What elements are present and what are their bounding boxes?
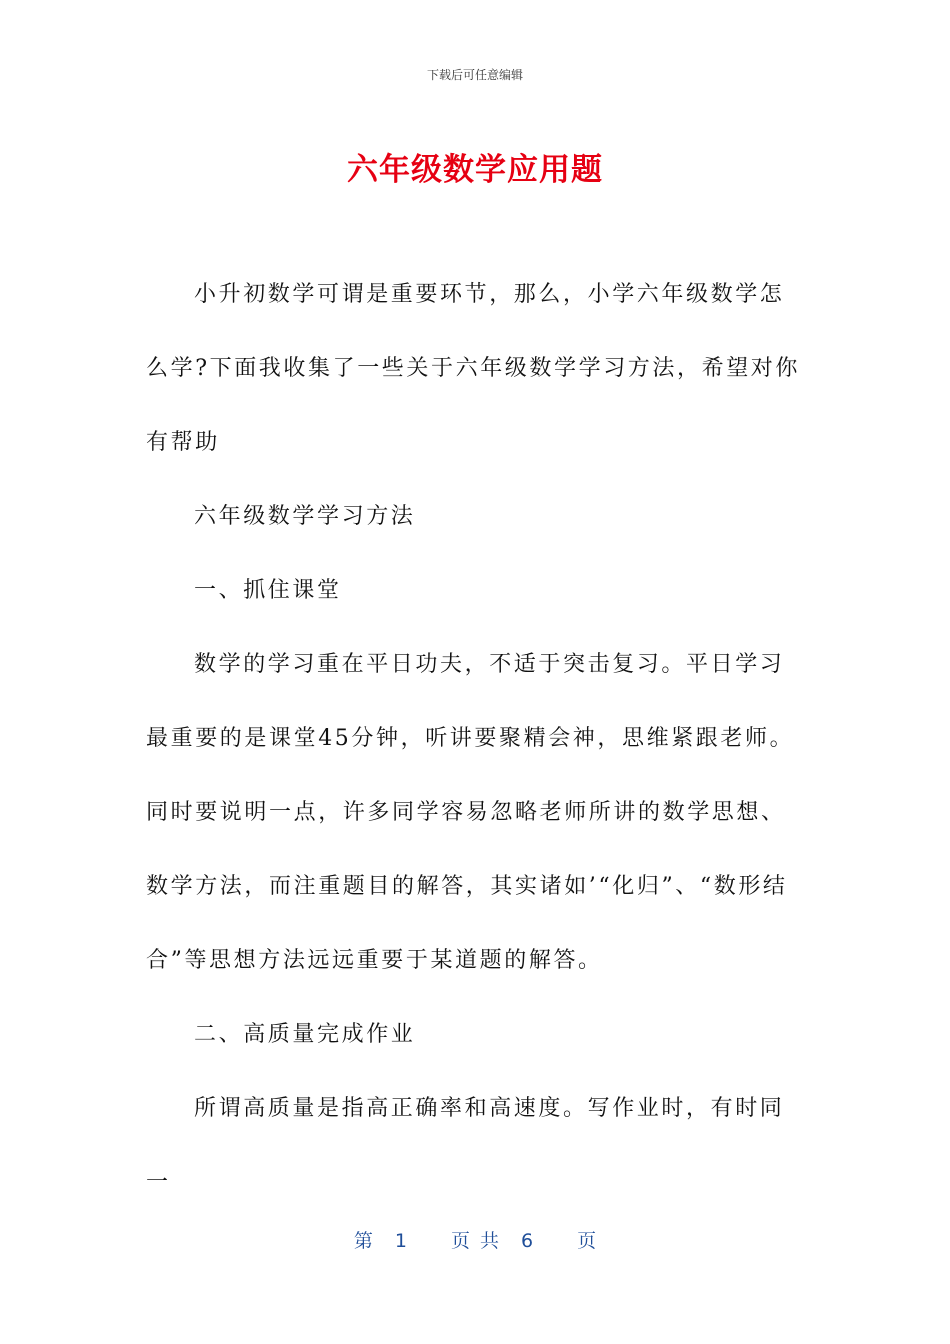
paragraph-heading-section-1: 一、抓住课堂	[194, 578, 342, 603]
paragraph-section-1-body: 数学的学习重在平日功夫，不适于突击复习。平日学习最重要的是课堂45分钟，听讲要聚精会神，思维紧跟老师。同时要说明一点，许多同学容易忽略老师所讲的数学思想、数学方法，而注重题目的解答，其实诸如’“化归”、“数形结合”等思想方法远远重要于某道题的解答。	[146, 652, 795, 973]
page-footer	[0, 1226, 950, 1253]
paragraph-heading-methods: 六年级数学学习方法	[194, 504, 416, 529]
paragraph-intro: 小升初数学可谓是重要环节，那么，小学六年级数学怎么学?下面我收集了一些关于六年级数学学习方法，希望对你有帮助	[146, 282, 800, 455]
document-title: 六年级数学应用题	[347, 152, 603, 188]
footer-current-page: 1	[394, 1230, 407, 1252]
paragraph-section-2-body: 所谓高质量是指高正确率和高速度。写作业时，有时同一	[146, 1096, 785, 1195]
footer-label-total: 共	[480, 1230, 500, 1252]
footer-label-page-end: 页	[577, 1230, 597, 1252]
footer-total-pages: 6	[521, 1230, 534, 1252]
header-note: 下载后可任意编辑	[426, 68, 523, 82]
paragraph-heading-section-2: 二、高质量完成作业	[194, 1022, 416, 1047]
footer-label-first: 第	[353, 1230, 373, 1252]
document-body	[146, 258, 802, 1220]
footer-label-page: 页	[450, 1230, 470, 1252]
